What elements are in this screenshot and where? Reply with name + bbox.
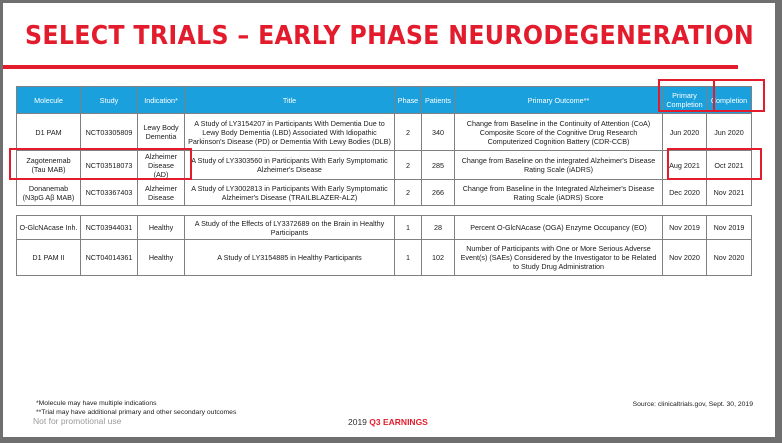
earnings-year: 2019 [348, 417, 370, 427]
table-row [17, 240, 752, 276]
cell-title: A Study of LY3303560 in Participants With Early Symptomatic Alzheimer's Disease [185, 151, 395, 180]
source-note: Source: clinicaltrials.gov, Sept. 30, 2019 [632, 401, 753, 408]
cell-indication: Healthy [138, 216, 185, 240]
header-indication: Indication* [138, 87, 185, 114]
cell-completion: Nov 2019 [707, 216, 752, 240]
cell-primary-completion: Jun 2020 [663, 114, 707, 151]
table-spacer [17, 206, 752, 216]
cell-phase: 1 [395, 216, 422, 240]
cell-outcome: Change from Baseline in the Integrated Alzheimer's Disease Rating Scale (iADRS) Score [455, 180, 663, 206]
slide [3, 3, 775, 437]
cell-molecule: O-GlcNAcase Inh. [17, 216, 81, 240]
header-phase: Phase [395, 87, 422, 114]
earnings-quarter: Q3 EARNINGS [369, 417, 428, 427]
title-divider [3, 65, 738, 69]
footnote-molecule: *Molecule may have multiple indications [36, 400, 157, 407]
cell-patients: 266 [422, 180, 455, 206]
cell-molecule: D1 PAM II [17, 240, 81, 276]
cell-title: A Study of LY3154885 in Healthy Participants [185, 240, 395, 276]
cell-outcome: Number of Participants with One or More Serious Adverse Event(s) (SAEs) Considered by the Investigator to be Related to Study Drug Administration [455, 240, 663, 276]
cell-indication: Lewy Body Dementia [138, 114, 185, 151]
cell-title: A Study of LY3002813 in Participants With Early Symptomatic Alzheimer's Disease (TRAILBLAZER-ALZ) [185, 180, 395, 206]
cell-title: A Study of LY3154207 in Participants With Dementia Due to Lewy Body Dementia (LBD) Associated With Idiopathic Parkinson's Disease (PD) or Dementia With Lewy Bodies (DLB) [185, 114, 395, 151]
trials-table [16, 86, 752, 276]
slide-title: SELECT TRIALS – EARLY PHASE NEURODEGENERATION [25, 21, 755, 51]
table-row [17, 151, 752, 180]
cell-molecule: D1 PAM [17, 114, 81, 151]
table-header-row [17, 87, 752, 114]
footnotes [36, 399, 236, 417]
table-row [17, 180, 752, 206]
cell-indication: Alzheimer Disease (AD) [138, 151, 185, 180]
cell-primary-completion: Nov 2019 [663, 216, 707, 240]
promo-disclaimer: Not for promotional use [33, 416, 122, 426]
cell-outcome: Change from Baseline on the integrated Alzheimer's Disease Rating Scale (iADRS) [455, 151, 663, 180]
cell-completion: Nov 2021 [707, 180, 752, 206]
cell-completion: Jun 2020 [707, 114, 752, 151]
cell-indication: Healthy [138, 240, 185, 276]
header-primary-completion: Primary Completion [663, 87, 707, 114]
cell-primary-completion: Aug 2021 [663, 151, 707, 180]
cell-molecule: Donanemab (N3pG Aβ MAB) [17, 180, 81, 206]
header-molecule: Molecule [17, 87, 81, 114]
cell-phase: 2 [395, 151, 422, 180]
cell-outcome: Percent O-GlcNAcase (OGA) Enzyme Occupancy (EO) [455, 216, 663, 240]
table-row [17, 114, 752, 151]
cell-study: NCT03305809 [81, 114, 138, 151]
cell-molecule: Zagotenemab (Tau MAB) [17, 151, 81, 180]
header-patients: Patients [422, 87, 455, 114]
table-row [17, 216, 752, 240]
cell-indication: Alzheimer Disease [138, 180, 185, 206]
cell-primary-completion: Nov 2020 [663, 240, 707, 276]
cell-patients: 102 [422, 240, 455, 276]
cell-title: A Study of the Effects of LY3372689 on the Brain in Healthy Participants [185, 216, 395, 240]
header-primary-outcome: Primary Outcome** [455, 87, 663, 114]
cell-completion: Nov 2020 [707, 240, 752, 276]
footnote-trial: **Trial may have additional primary and other secondary outcomes [36, 409, 237, 417]
cell-patients: 340 [422, 114, 455, 151]
cell-study: NCT03518073 [81, 151, 138, 180]
cell-phase: 1 [395, 240, 422, 276]
header-study: Study [81, 87, 138, 114]
cell-patients: 285 [422, 151, 455, 180]
earnings-footer [348, 417, 428, 427]
cell-primary-completion: Dec 2020 [663, 180, 707, 206]
cell-outcome: Change from Baseline in the Continuity of Attention (CoA) Composite Score of the Cognitive Drug Research Computerized Cognition Battery (CDR-CCB) [455, 114, 663, 151]
cell-patients: 28 [422, 216, 455, 240]
cell-phase: 2 [395, 114, 422, 151]
header-completion: Completion [707, 87, 752, 114]
header-title: Title [185, 87, 395, 114]
cell-completion: Oct 2021 [707, 151, 752, 180]
cell-study: NCT03367403 [81, 180, 138, 206]
cell-study: NCT03944031 [81, 216, 138, 240]
cell-study: NCT04014361 [81, 240, 138, 276]
cell-phase: 2 [395, 180, 422, 206]
